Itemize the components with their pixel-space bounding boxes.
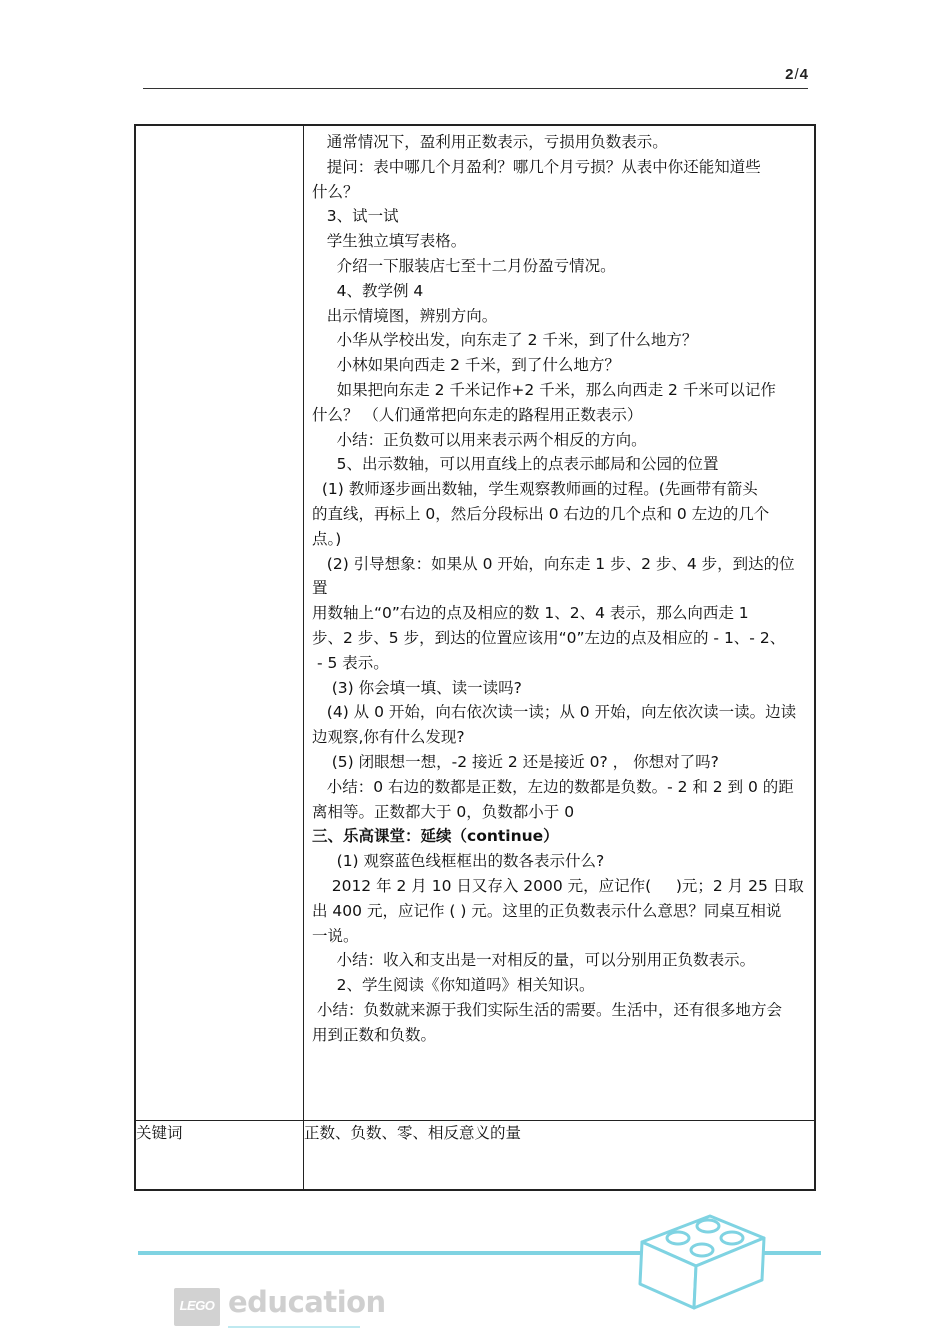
page-number <box>760 66 808 83</box>
content-line: (1) 教师逐步画出数轴，学生观察教师画的过程。(先画带有箭头 <box>312 480 758 499</box>
content-line: 什么？ <box>312 182 359 201</box>
content-line: 用数轴上“0”右边的点及相应的数 1、2、4 表示，那么向西走 1 <box>312 604 749 623</box>
content-line: 小结：正负数可以用来表示两个相反的方向。 <box>312 430 647 449</box>
content-line: 小林如果向西走 2 千米，到了什么地方？ <box>312 356 620 375</box>
content-line: 小结：负数就来源于我们实际生活的需要。生活中，还有很多地方会 <box>312 1000 782 1019</box>
page-total: 4 <box>799 66 808 83</box>
lego-logo <box>174 1288 220 1326</box>
content-text <box>304 126 814 1047</box>
content-line: (5) 闭眼想一想，-2 接近 2 还是接近 0? ， 你想对了吗? <box>312 752 719 771</box>
keyword-value: 正数、负数、零、相反意义的量 <box>304 1121 816 1191</box>
header-rule <box>143 88 808 89</box>
content-line: 小结：收入和支出是一对相反的量，可以分别用正负数表示。 <box>312 951 756 970</box>
content-line: 如果把向东走 2 千米记作+2 千米，那么向西走 2 千米可以记作 <box>312 380 776 399</box>
content-line: (2) 引导想象：如果从 0 开始，向东走 1 步、2 步、4 步，到达的位置 <box>312 554 795 598</box>
content-line: 用到正数和负数。 <box>312 1025 437 1044</box>
lego-logo-text: LEGO <box>179 1298 215 1313</box>
content-line: 小华从学校出发，向东走了 2 千米，到了什么地方？ <box>312 331 698 350</box>
content-line: 3、试一试 <box>312 207 399 226</box>
content-line: (3) 你会填一填、读一读吗? <box>312 678 522 697</box>
content-line: 出示情境图，辨别方向。 <box>312 306 498 325</box>
content-line: 出 400 元，应记作 ( ) 元。这里的正负数表示什么意思？同桌互相说 <box>312 901 782 920</box>
page-separator: / <box>794 66 799 83</box>
keyword-label: 关键词 <box>135 1121 304 1191</box>
content-line: 步、2 步、5 步，到达的位置应该用“0”左边的点及相应的 - 1、- 2、 <box>312 628 786 647</box>
content-line: 通常情况下，盈利用正数表示，亏损用负数表示。 <box>312 133 668 151</box>
logo-underline <box>228 1326 360 1328</box>
content-line: 点。) <box>312 529 342 548</box>
content-line: (1) 观察蓝色线框框出的数各表示什么? <box>312 852 605 871</box>
content-line: 2012 年 2 月 10 日又存入 2000 元，应记作( )元；2 月 25 日取 <box>312 876 804 895</box>
content-line: 什么？ （人们通常把向东走的路程用正数表示） <box>312 405 643 424</box>
content-line: 边观察,你有什么发现? <box>312 728 465 747</box>
content-line: 离相等。正数都大于 0，负数都小于 0 <box>312 802 575 821</box>
content-line: 2、学生阅读《你知道吗》相关知识。 <box>312 976 595 995</box>
content-line: 4、教学例 4 <box>312 281 424 300</box>
content-line: 三、乐高课堂：延续（continue） <box>312 827 559 846</box>
content-row <box>135 125 815 1121</box>
left-empty-cell <box>135 125 304 1121</box>
content-line: 5、出示数轴，可以用直线上的点表示邮局和公园的位置 <box>312 455 719 474</box>
content-line: 学生独立填写表格。 <box>312 232 467 251</box>
content-line: 提问：表中哪几个月盈利？哪几个月亏损？从表中你还能知道些 <box>312 157 761 176</box>
content-line: 小结：0 右边的数都是正数，左边的数都是负数。- 2 和 2 到 0 的距 <box>312 777 794 796</box>
keyword-row <box>135 1121 815 1191</box>
content-line: 一说。 <box>312 926 359 945</box>
page-current: 2 <box>785 66 794 83</box>
content-line: - 5 表示。 <box>312 653 389 672</box>
content-line: 的直线，再标上 0，然后分段标出 0 右边的几个点和 0 左边的几个 <box>312 504 770 523</box>
lego-brick-icon <box>632 1204 772 1314</box>
education-wordmark: education <box>228 1285 386 1319</box>
content-line: 介绍一下服装店七至十二月份盈亏情况。 <box>312 256 616 275</box>
content-cell <box>304 125 816 1121</box>
lesson-table <box>134 124 816 1191</box>
content-line: (4) 从 0 开始，向右依次读一读；从 0 开始，向左依次读一读。边读 <box>312 703 797 722</box>
